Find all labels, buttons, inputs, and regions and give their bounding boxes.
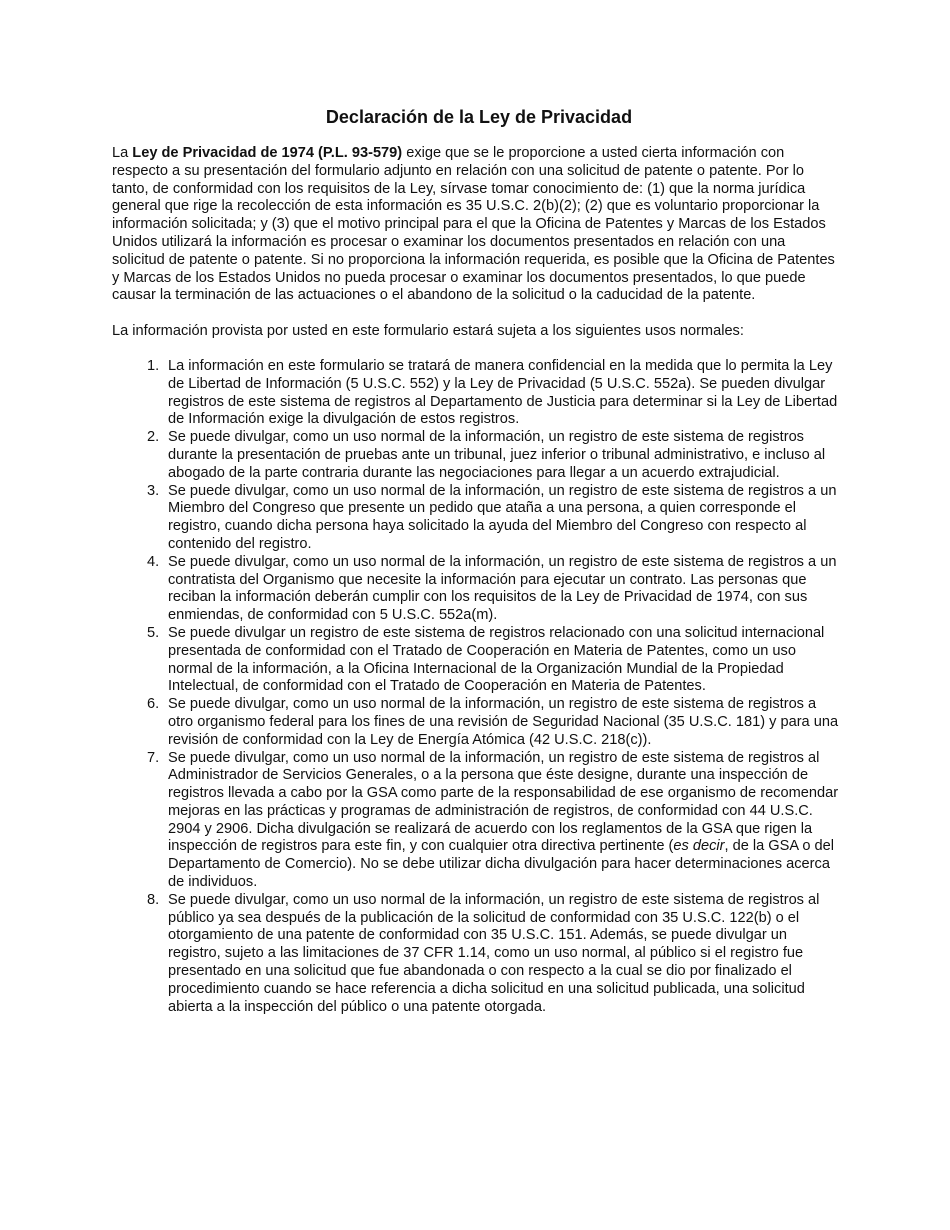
list-item-number: 5. (147, 624, 160, 641)
list-item-text-before: Se puede divulgar, como un uso normal de la información, un registro de este sistema de registros al Administrador de Servicios Generales, o a la persona que éste designe, durante una inspección de registros llevada a cabo por la GSA como parte de la responsabilidad de ese organismo de recomendar mejoras en las prácticas y programas de administración de registros, de conformidad con 44 U.S.C. 2904 y 2906. Dicha divulgación se realizará de acuerdo con los reglamentos de la GSA que rigen la inspección de registros para este fin, y con cualquier otra directiva pertinente ( (168, 749, 839, 855)
list-item-text-after: , de la GSA o del Departamento de Comercio). No se debe utilizar dicha divulgación para hacer determinaciones acerca de individuos. (168, 838, 835, 891)
list-item (140, 750, 840, 892)
list-item-text-italic: es decir (673, 838, 725, 855)
list-item-text: La información en este formulario se tratará de manera confidencial en la medida que lo permita la Ley de Libertad de Información (5 U.S.C. 552) y la Ley de Privacidad (5 U.S.C. 552a). Se pueden divulgar registros de este sistema de registros al Departamento de Justicia para determinar si la Ley de Libertad de Información exige la divulgación de estos registros. (168, 357, 838, 428)
privacy-act-document (112, 106, 840, 1016)
list-item-text: Se puede divulgar, como un uso normal de la información, un registro de este sistema de registros a un contratista del Organismo que necesite la información para ejecutar un contrato. Las personas que reciban la información deberán cumplir con los requisitos de la Ley de Privacidad de 1974, con sus enmiendas, de conformidad con 5 U.S.C. 552a(m). (168, 553, 837, 624)
document-title: Declaración de la Ley de Privacidad (325, 107, 633, 127)
list-item-number: 2. (147, 429, 160, 446)
privacy-act-paragraph (112, 145, 840, 305)
list-item-number: 4. (147, 553, 160, 570)
list-item (140, 892, 840, 1017)
list-item-text: Se puede divulgar, como un uso normal de la información, un registro de este sistema de registros al público ya sea después de la publicación de la solicitud de conformidad con 35 U.S.C. 122(b) o el otorgamiento de una patente de conformidad con 35 U.S.C. 151. Además, se puede divulgar un registro, sujeto a las limitaciones de 37 CFR 1.14, como un uso normal, al público si el registro fue presentado en una solicitud que fue abandonada o con respecto a la cual se dio por finalizado el procedimiento cuando se hace referencia a dicha solicitud en una solicitud publicada, una solicitud abierta a la inspección del público o una patente otorgada. (168, 891, 820, 1015)
routine-uses-intro: La información provista por usted en este formulario estará sujeta a los siguientes usos normales: (112, 323, 744, 340)
list-item-number: 7. (147, 749, 160, 766)
list-item (140, 625, 840, 696)
list-item-number: 3. (147, 482, 160, 499)
law-name-bold: Ley de Privacidad de 1974 (P.L. 93-579) (132, 145, 403, 161)
list-item-text: Se puede divulgar, como un uso normal de la información, un registro de este sistema de registros a un Miembro del Congreso que presente un pedido que ataña a una persona, a quien corresponde el registro, cuando dicha persona haya solicitado la ayuda del Miembro del Congreso con respecto al contenido del registro. (168, 482, 837, 552)
list-item (140, 554, 840, 625)
list-item-number: 8. (147, 891, 160, 908)
list-item-text: Se puede divulgar, como un uso normal de la información, un registro de este sistema de registros durante la presentación de pruebas ante un tribunal, juez inferior o tribunal administrativo, e incluso al abogado de la parte contraria durante las negociaciones para llegar a un acuerdo extrajudicial. (168, 429, 826, 481)
list-item (140, 483, 840, 554)
paragraph-body: exige que se le proporcione a usted cierta información con respecto a su presentación del formulario adjunto en relación con una solicitud de patente o patente. Por lo tanto, de conformidad con los requisitos de la Ley, sírvase tomar conocimiento de: (1) que la norma jurídica general que rige la recolección de esta información es 35 U.S.C. 2(b)(2); (2) que es voluntario proporcionar la información solicitada; y (3) que el motivo principal para el que la Oficina de Patentes y Marcas de los Estados Unidos utilizará la información es procesar o examinar los documentos presentados en relación con una solicitud de patente o patente. Si no proporciona la información requerida, es posible que la Oficina de Patentes y Marcas de los Estados Unidos no pueda procesar o examinar los documentos presentados, lo que puede causar la terminación de las actuaciones o el abandono de la solicitud o la caducidad de la patente. (112, 145, 835, 304)
list-item (140, 429, 840, 482)
list-item-text: Se puede divulgar un registro de este sistema de registros relacionado con una solicitud internacional presentada de conformidad con el Tratado de Cooperación en Materia de Patentes, como un uso normal de la información, a la Oficina Internacional de la Organización Mundial de la Propiedad Intelectual, de conformidad con el Tratado de Cooperación en Materia de Patentes. (168, 624, 825, 695)
routine-uses-list (112, 358, 840, 1016)
list-item-number: 6. (147, 696, 160, 713)
list-item (140, 696, 840, 749)
paragraph-prefix: La (112, 145, 133, 161)
list-item (140, 358, 840, 429)
list-item-number: 1. (147, 357, 160, 374)
list-item-text: Se puede divulgar, como un uso normal de la información, un registro de este sistema de registros a otro organismo federal para los fines de una revisión de Seguridad Nacional (35 U.S.C. 181) y para una revisión de conformidad con la Ley de Energía Atómica (42 U.S.C. 218(c)). (168, 696, 839, 748)
